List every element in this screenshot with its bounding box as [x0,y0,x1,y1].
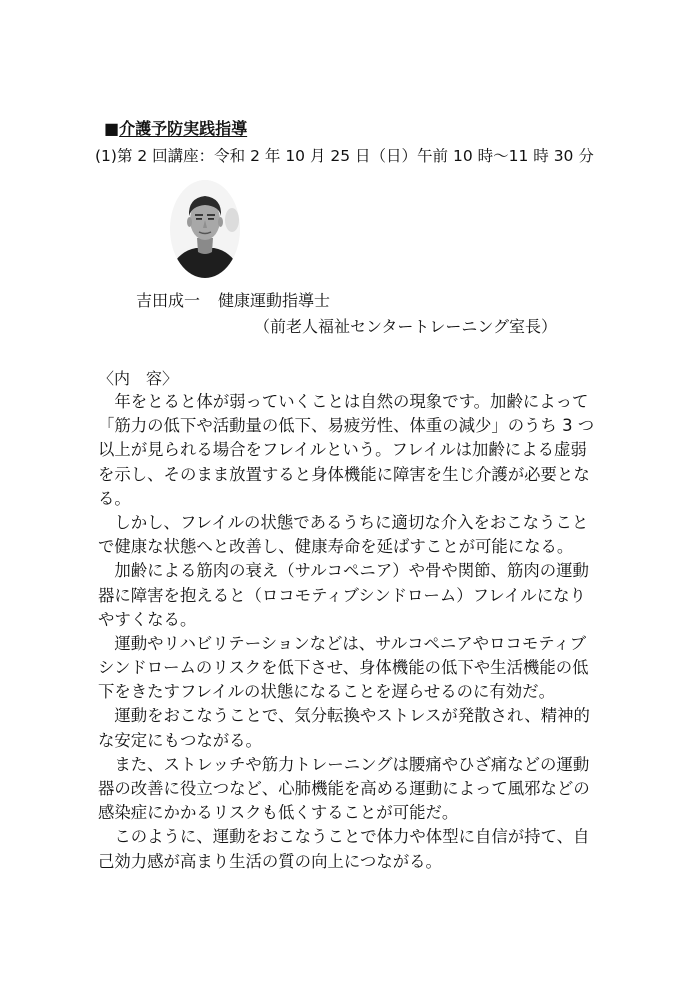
content-line: 運動やリハビリテーションなどは、サルコペニアやロコモティブ [98,633,587,653]
content-line: 感染症にかかるリスクも低くすることが可能だ。 [98,803,459,823]
content-body [98,390,598,874]
content-line: 己効力感が高まり生活の質の向上につながる。 [98,851,442,871]
content-line: しかし、フレイルの状態であるうちに適切な介入をおこなうこと [98,512,589,532]
content-line: る。 [98,488,131,508]
content-line: 以上が見られる場合をフレイルという。フレイルは加齢による虚弱 [98,440,587,460]
lecturer-name-line [136,290,330,312]
lecturer-photo [170,180,240,278]
content-line: 下をきたすフレイルの状態になることを遅らせるのに有効だ。 [98,682,555,702]
content-line: 加齢による筋肉の衰え（サルコペニア）や骨や関節、筋肉の運動 [98,561,589,581]
content-line: また、ストレッチや筋力トレーニングは腰痛やひざ痛などの運動 [98,754,590,774]
content-line: 器に障害を抱えると（ロコモティブシンドローム）フレイルになり [98,585,586,605]
lecturer-role: 健康運動指導士 [218,291,331,310]
content-line: な安定にもつながる。 [98,730,262,750]
content-line: このように、運動をおこなうことで体力や体型に自信が持て、自 [98,827,590,847]
content-line: 「筋力の低下や活動量の低下、易疲労性、体重の減少」のうち 3 つ [98,416,595,436]
lecturer-name: 吉田成一 [136,291,201,310]
content-line: 器の改善に役立つなど、心肺機能を高める運動によって風邪などの [98,779,590,798]
portrait-image [170,180,240,278]
content-line: シンドロームのリスクを低下させ、身体機能の低下や生活機能の低 [98,658,589,678]
content-label: 〈内 容〉 [98,369,179,388]
heading-marker: ■ [104,119,120,138]
content-line: 年をとると体が弱っていくことは自然の現象です。加齢によって [98,392,589,411]
content-line: を示し、そのまま放置すると身体機能に障害を生じ介護が必要とな [98,464,590,484]
section-heading [104,118,247,140]
session-info: (1)第 2 回講座：令和 2 年 10 月 25 日（日）午前 10 時〜11 時 30 分 [95,147,594,165]
heading-title: 介護予防実践指導 [119,119,248,138]
content-line: やすくなる。 [98,609,197,629]
content-line: で健康な状態へと改善し、健康寿命を延ばすことが可能になる。 [98,537,574,557]
lecturer-affiliation: （前老人福祉センタートレーニング室長） [254,317,558,336]
content-line: 運動をおこなうことで、気分転換やストレスが発散され、精神的 [98,706,590,726]
